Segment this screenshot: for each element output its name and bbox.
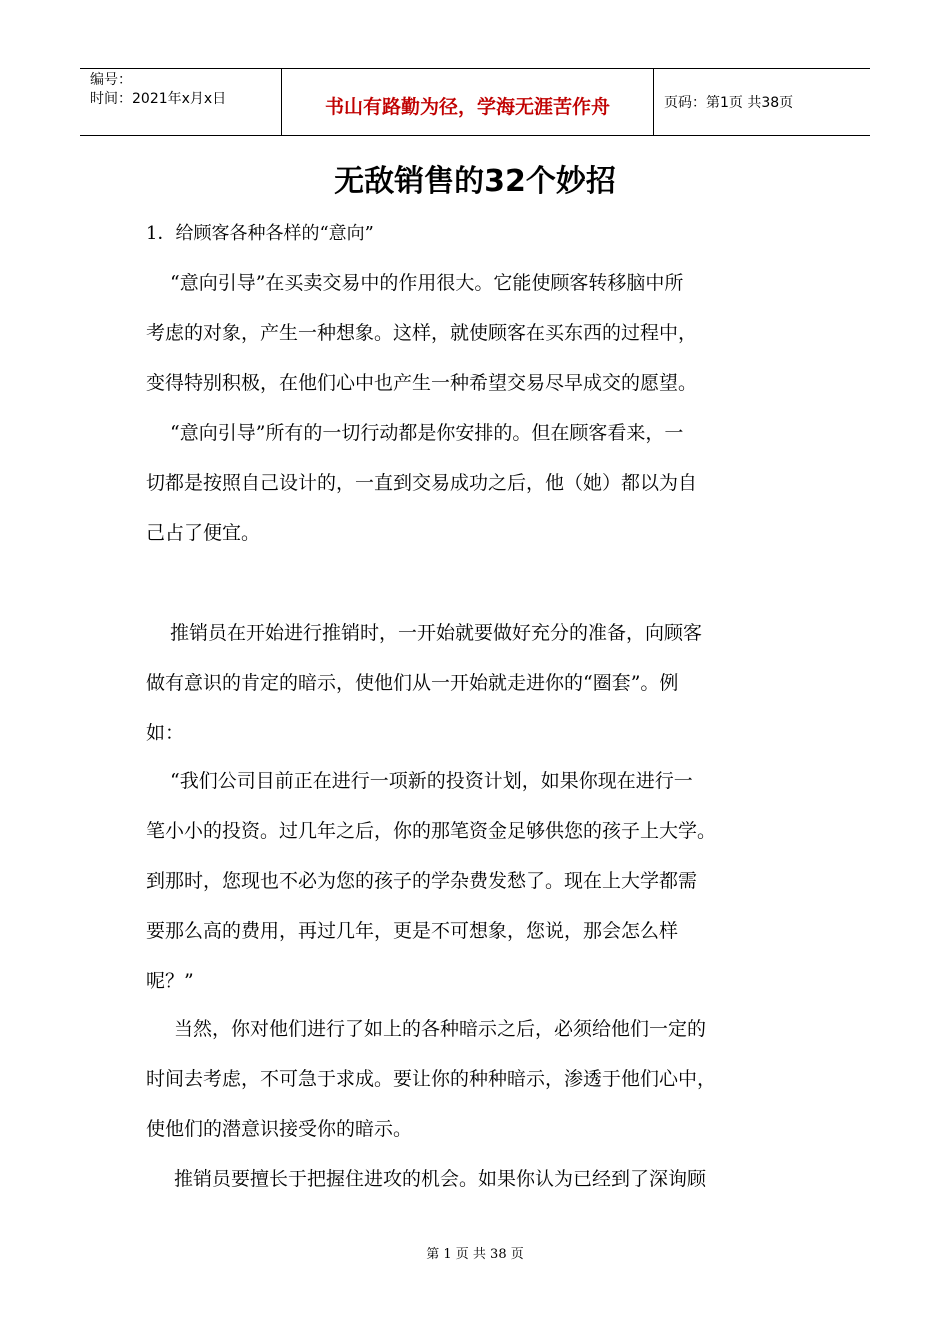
paragraph: [146, 608, 814, 758]
number-label: 编号：: [90, 72, 132, 88]
paragraph-line: 笔小小的投资。过几年之后，你的那笔资金足够供您的孩子上大学。: [146, 820, 717, 842]
paragraph-line: “意向引导”在买卖交易中的作用很大。它能使顾客转移脑中所: [170, 272, 684, 294]
section-heading: 1．给顾客各种各样的“意向”: [146, 223, 374, 244]
document-header: [80, 68, 870, 136]
paragraph-line: “我们公司目前正在进行一项新的投资计划，如果你现在进行一: [170, 770, 693, 792]
paragraph: [146, 408, 814, 558]
paragraph-line: “意向引导”所有的一切行动都是你安排的。但在顾客看来，一: [170, 422, 684, 444]
paragraph-line: 到那时，您现也不必为您的孩子的学杂费发愁了。现在上大学都需: [146, 870, 698, 892]
paragraph-line: 考虑的对象，产生一种想象。这样，就使顾客在买东西的过程中，: [146, 322, 698, 344]
paragraph-line: 推销员在开始进行推销时，一开始就要做好充分的准备，向顾客: [170, 622, 703, 644]
paragraph-line: 时间去考虑，不可急于求成。要让你的种种暗示，渗透于他们心中，: [146, 1068, 717, 1090]
paragraph-line: 要那么高的费用，再过几年，更是不可想象，您说，那会怎么样: [146, 920, 679, 942]
paragraph-line: 推销员要擅长于把握住进攻的机会。如果你认为已经到了深询顾: [174, 1168, 707, 1190]
header-meta-cell: [80, 69, 282, 135]
paragraph: [146, 756, 814, 1006]
paragraph-line: 呢？”: [146, 970, 194, 992]
paragraph-line: 使他们的潜意识接受你的暗示。: [146, 1118, 413, 1140]
paragraph-line: 当然，你对他们进行了如上的各种暗示之后，必须给他们一定的: [174, 1018, 707, 1040]
paragraph: [146, 1004, 814, 1154]
paragraph: [146, 258, 814, 408]
page-info: 页码：第1页 共38页: [664, 95, 794, 111]
paragraph-line: 如：: [146, 722, 185, 744]
time-label: 时间：2021年x月x日: [90, 91, 227, 107]
paragraph-line: 切都是按照自己设计的，一直到交易成功之后，他（她）都以为自: [146, 472, 698, 494]
paragraph-line: 做有意识的肯定的暗示，使他们从一开始就走进你的“圈套”。例: [146, 672, 679, 694]
paragraph: [146, 1154, 814, 1204]
header-page-cell: [654, 69, 870, 135]
page-footer: 第 1 页 共 38 页: [426, 1247, 524, 1262]
header-motto-cell: [282, 69, 654, 135]
document-title: 无敌销售的32个妙招: [334, 164, 616, 199]
motto-text: 书山有路勤为径，学海无涯苦作舟: [324, 95, 610, 118]
paragraph-line: 己占了便宜。: [146, 522, 261, 544]
paragraph-line: 变得特别积极，在他们心中也产生一种希望交易尽早成交的愿望。: [146, 372, 698, 394]
